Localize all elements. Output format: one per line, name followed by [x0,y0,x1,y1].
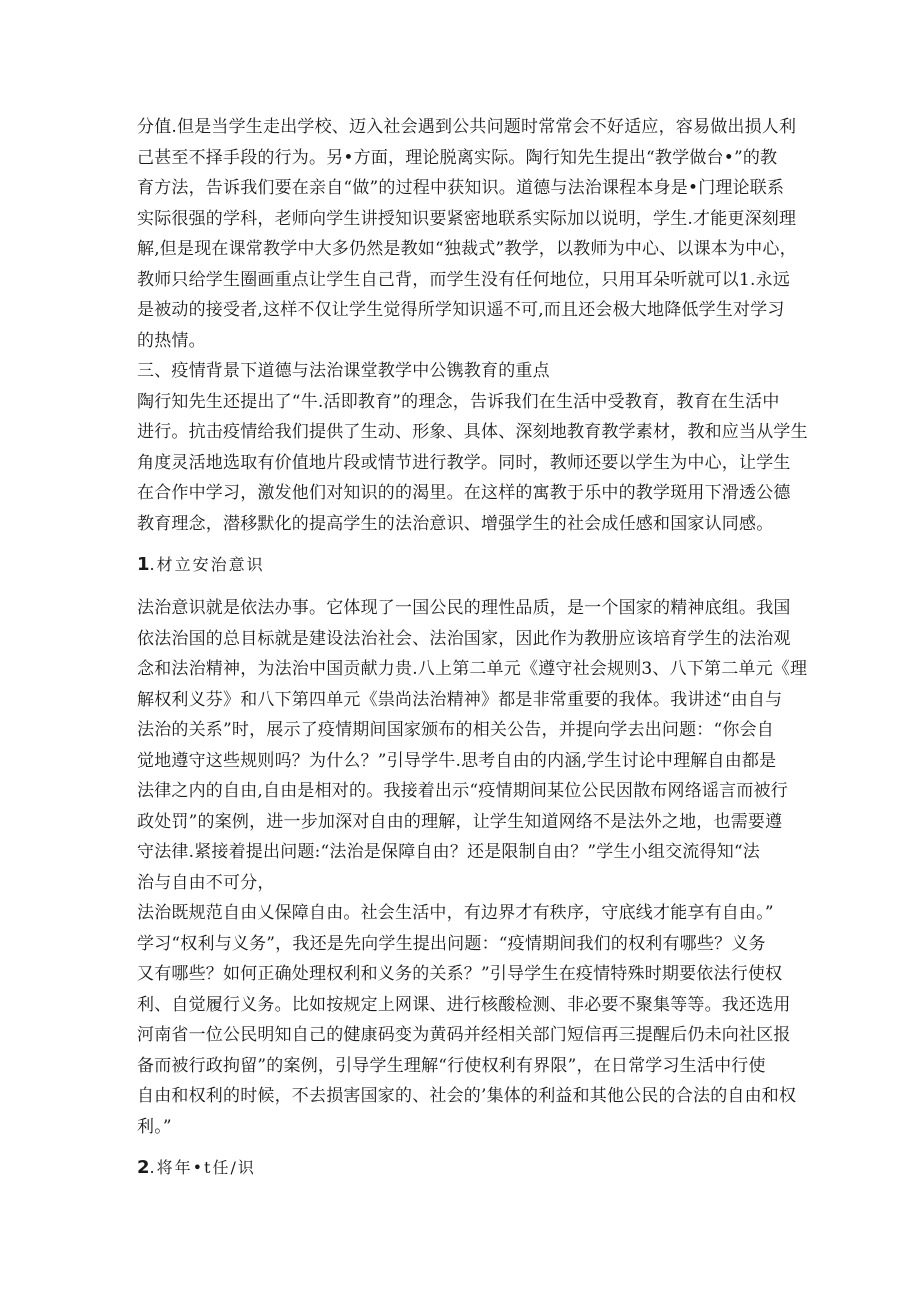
text-line: 教师只给学生圈画重点让学生自己背，而学生没有任何地位，只用耳朵听就可以1.永远 [137,269,791,290]
document-page [137,112,808,1196]
text-line: 治与自由不可分， [137,872,275,893]
subheading-1-text: .材立安治意识 [149,555,265,574]
text-line: 觉地遵守这些规则吗？为什么？”引导学牛.思考自由的内涵,学生讨论中理解自由都是 [137,750,777,771]
text-line: 是被动的接受者,这样不仅让学生觉得所学知识遥不可,而且还会极大地降低学生对学习 [137,300,785,320]
paragraph-3 [137,593,808,1142]
text-line: 又有哪些？如何正确处理权利和义务的关系？”引导学生在疫情特殊时期要依法行使权 [137,964,783,984]
text-line: 分值.但是当学生走出学校、迈入社会遇到公共问题时常常会不好适应，容易做出损人利 [137,117,797,137]
subheading-2 [137,1148,797,1188]
text-line: 角度灵活地选取有价值地片段或情节进行教学。同时，教师还要以学生为中心，让学生 [137,452,791,473]
text-line: 政处罚”的案例，进一步加深对自由的理解，让学生知道网络不是法外之地，也需要遵 [137,811,783,832]
text-line: 己甚至不择手段的行为。另•方面，理论脱离实际。陶行知先生提出“教学做台•”的教 [137,147,778,168]
text-line: 利。” [137,1116,172,1137]
text-line: 实际很强的学科，老师向学生讲授知识要紧密地联系实际加以说明，学生.才能更深刻理 [137,208,797,229]
text-line: 育方法，告诉我们要在亲自“做”的过程中获知识。道德与法治课程本身是•门理论联系 [137,178,785,198]
text-line: 法律之内的自由,自由是相对的。我接着出示“疫情期间某位公民因散布网络谣言而被行 [137,781,788,801]
paragraph-1 [137,112,797,356]
text-line: 河南省一位公民明知自己的健康码变为黄码并经相关部门短信再三提醒后仍未向社区报 [137,1025,791,1045]
text-line: 依法治国的总目标就是建设法治社会、法治国家，因此作为教册应该培育学生的法治观 [137,628,791,649]
text-line: 的热情。 [137,330,206,351]
text-line: 法治的关系”时，展示了疫情期间国家颁布的相关公告，并提向学去出问题：“你会自 [137,720,774,740]
text-line: 利、自觉履行义务。比如按规定上网课、进行核酸检测、非必要不聚集等等。我还选用 [137,994,791,1015]
text-line: 备而被行政拘留”的案例，引导学生理解“行使权利有界限”，在日常学习生活中行使 [137,1055,766,1076]
text-line: 在合作中学习，激发他们对知识的的渴里。在这样的寓教于乐中的教学斑用下滑透公德 [137,483,791,503]
text-line: 陶行知先生还提出了“牛.活即教育”的理念，告诉我们在生活中受教育，教育在生活中 [137,391,780,412]
text-line: 解权利义芬》和八下第四单元《祟尚法治精神》都是非常重要的我体。我讲述“由自与 [137,689,783,710]
text-line: 自由和权利的时候，不去损害国家的、社会的’集体的利益和其他公民的合法的自由和权 [137,1086,797,1106]
text-line: 进行。抗击疫情给我们提供了生动、形象、具体、深刻地教育教学素材，教和应当从学生 [137,422,808,442]
subheading-1-number: 1 [137,554,150,575]
text-line: 教育理念，潜移默化的提高学生的法治意识、增强学生的社会成任感和国家认同感。 [137,513,774,534]
text-line: 解,但是现在课常教学中大多仍然是教如“独裁式”教学，以教师为中心、以课本为中心， [137,239,797,259]
section-3-heading: 三、疫情背景下道德与法治课堂教学中公镌教育的重点 [137,361,550,381]
text-line: 法治既规范自由乂保障自由。社会生活中，有边界才有秩序，守底线才能享有自由。” [137,903,774,923]
text-line: 念和法治精神，为法治中国贡献力贵.八上第二单元《遵守社会规则3、八下第二单元《理 [137,659,808,679]
text-line: 守法律.紧接着提出问题:“法治是保障自由？还是限制自由？”学生小组交流得知“法 [137,842,761,862]
subheading-2-text: .将年•t任/识 [149,1158,256,1177]
text-line: 法治意识就是依法办事。它体现了一国公民的理性品质，是一个国家的精神底组。我国 [137,598,791,618]
subheading-2-number: 2 [137,1157,150,1178]
subheading-1 [137,545,797,585]
paragraph-2 [137,387,808,540]
text-line: 学习“权利与义务”，我还是先向学生提出问题：“疫情期间我们的权利有哪些？义务 [137,933,766,954]
